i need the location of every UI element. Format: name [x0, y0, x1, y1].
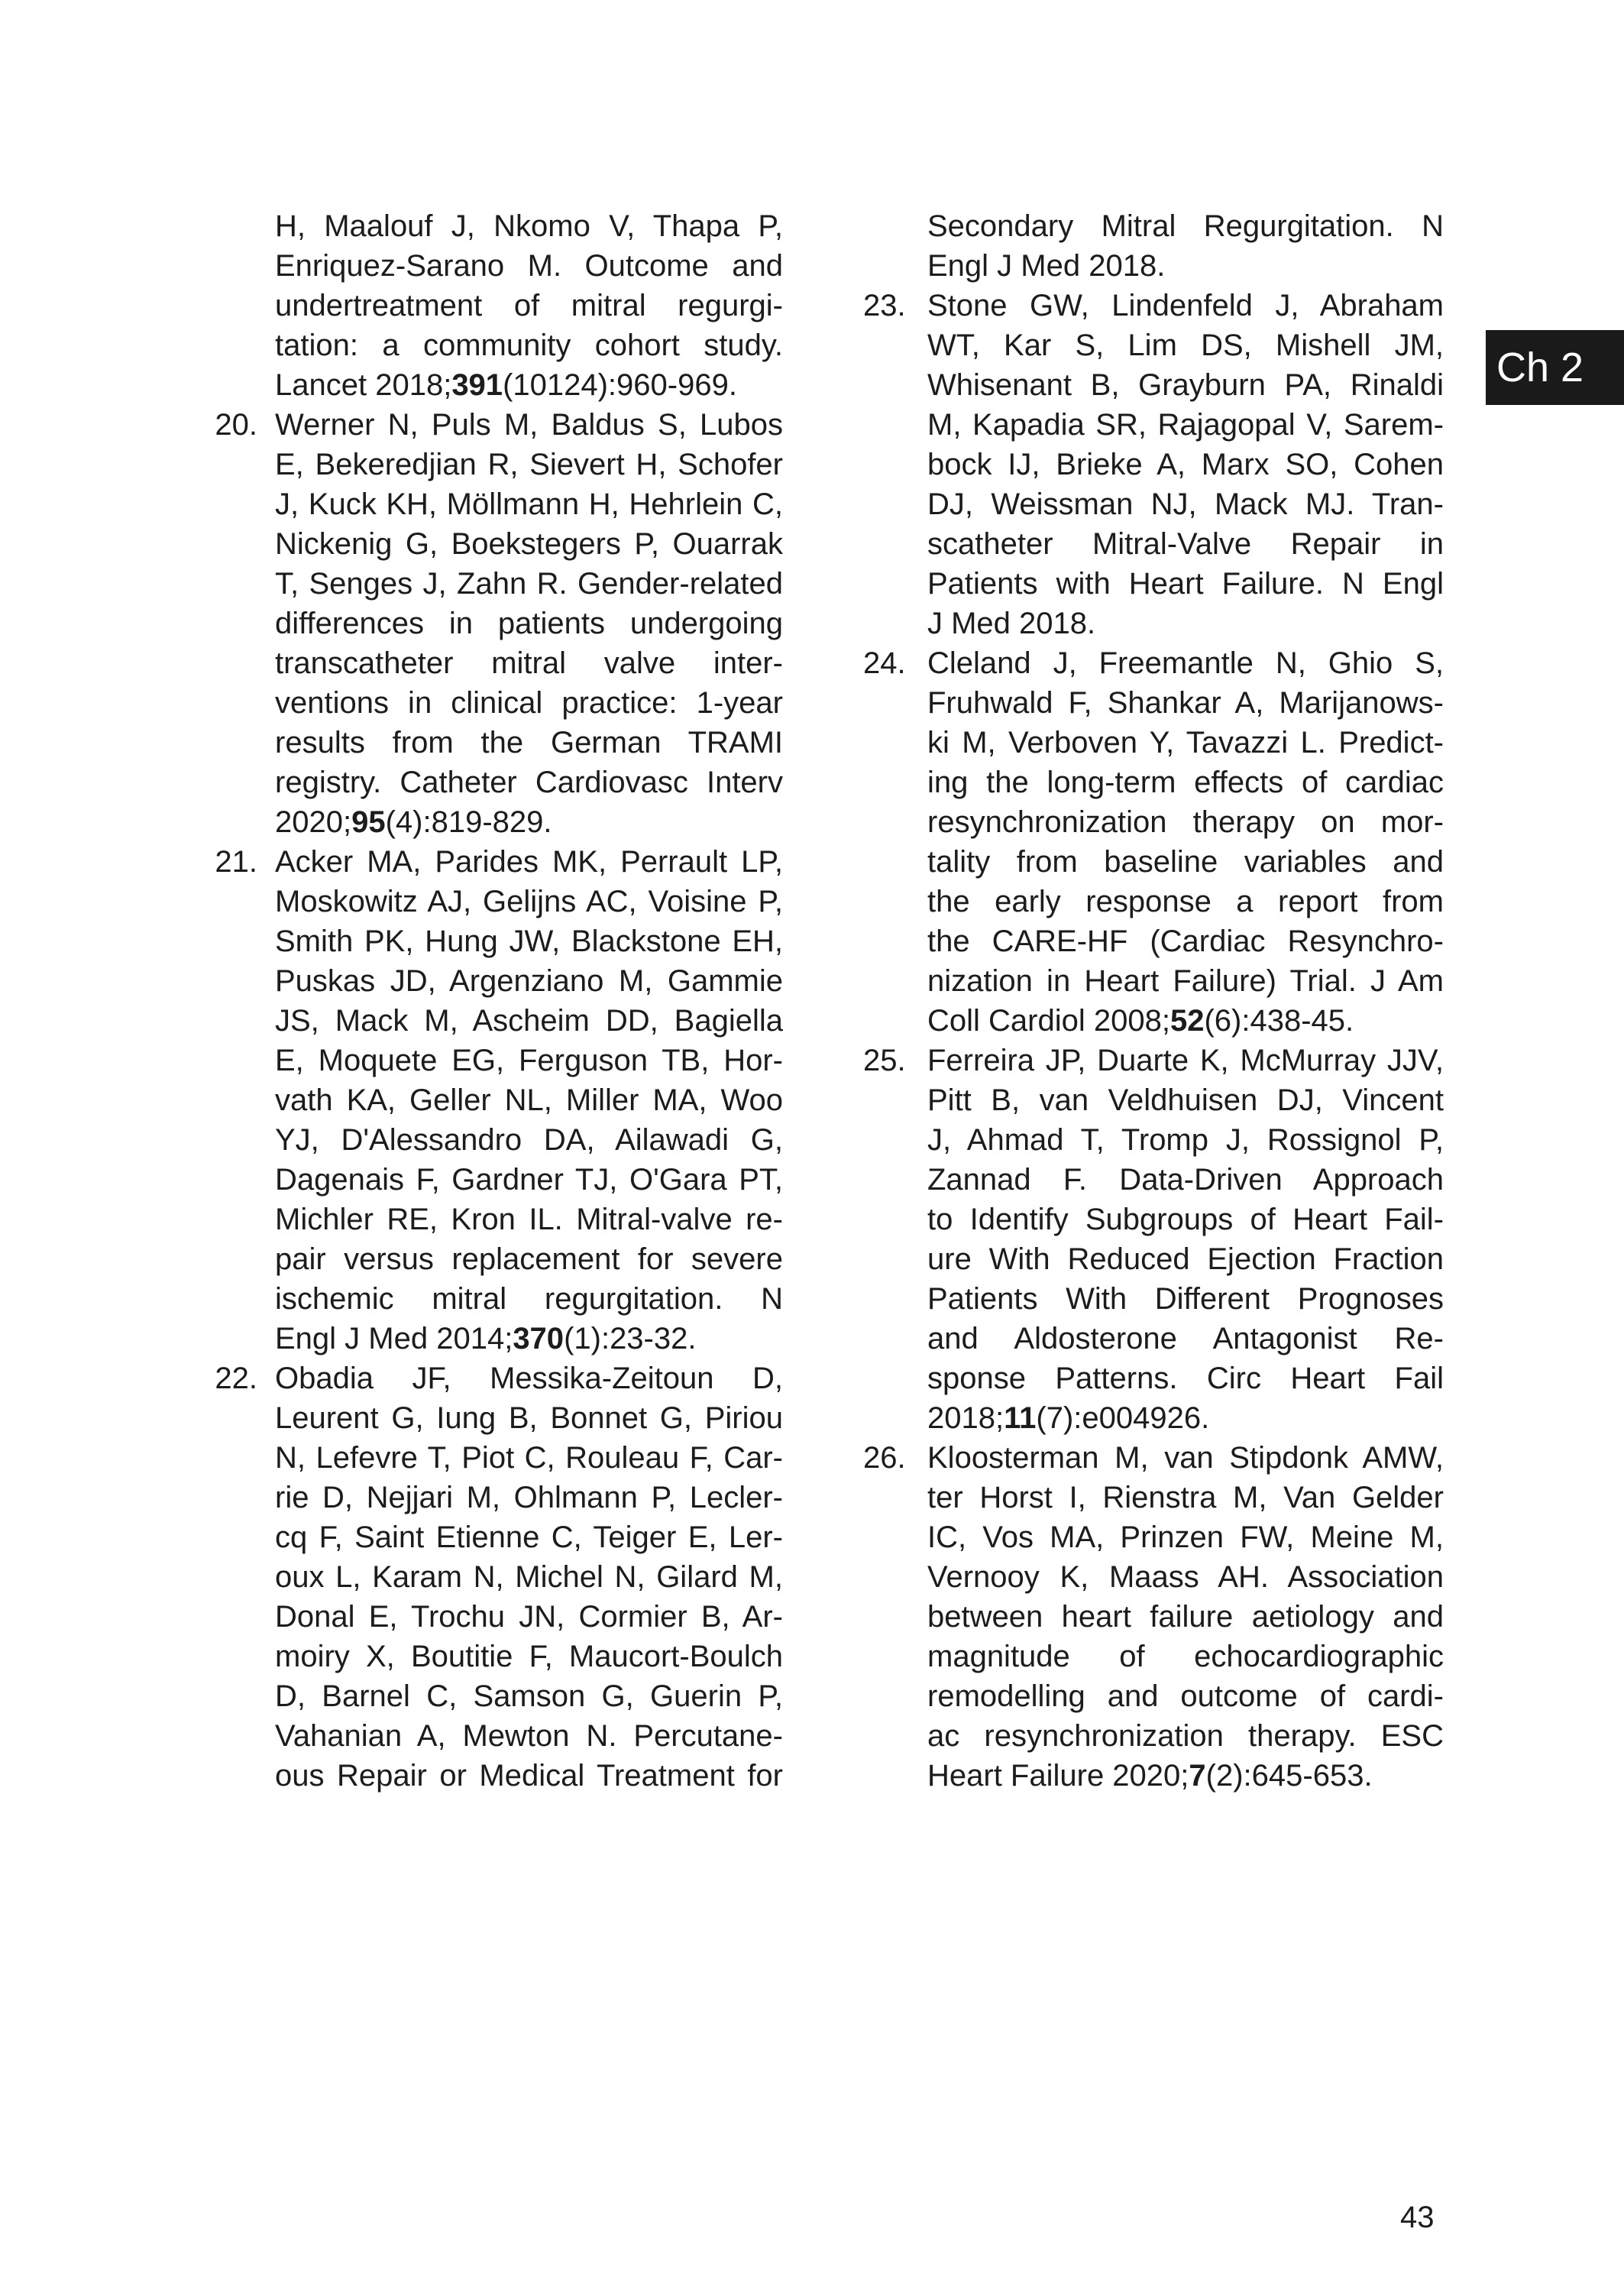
reference-item — [863, 643, 1444, 1041]
reference-line: Enriquez-Sarano M. Outcome and — [275, 249, 783, 283]
reference-line: the CARE-HF (Cardiac Resynchro- — [927, 925, 1444, 958]
references-column-left — [212, 206, 783, 1796]
reference-line: Smith PK, Hung JW, Blackstone EH, — [275, 925, 783, 958]
reference-line: ing the long-term effects of cardiac — [927, 766, 1444, 799]
reference-line: Fruhwald F, Shankar A, Marijanows- — [927, 686, 1444, 720]
reference-line: J, Ahmad T, Tromp J, Rossignol P, — [927, 1123, 1444, 1157]
reference-line: Lancet 2018;391(10124):960-969. — [275, 368, 737, 402]
reference-line: Kloosterman M, van Stipdonk AMW, — [927, 1441, 1444, 1475]
reference-line: tation: a community cohort study. — [275, 329, 783, 362]
reference-item — [863, 1041, 1444, 1438]
reference-line: Whisenant B, Grayburn PA, Rinaldi — [927, 368, 1444, 402]
reference-line: Donal E, Trochu JN, Cormier B, Ar- — [275, 1600, 783, 1634]
reference-line: registry. Catheter Cardiovasc Interv — [275, 766, 783, 799]
reference-line: Engl J Med 2018. — [927, 249, 1166, 283]
reference-line: ure With Reduced Ejection Fraction — [927, 1242, 1444, 1276]
reference-line: undertreatment of mitral regurgi- — [275, 289, 783, 322]
reference-line: DJ, Weissman NJ, Mack MJ. Tran- — [927, 487, 1444, 521]
reference-line: pair versus replacement for severe — [275, 1242, 783, 1276]
reference-line: between heart failure aetiology and — [927, 1600, 1444, 1634]
reference-item — [863, 286, 1444, 643]
reference-line: N, Lefevre T, Piot C, Rouleau F, Car- — [275, 1441, 783, 1475]
reference-line: ous Repair or Medical Treatment for — [275, 1759, 783, 1793]
reference-line: Coll Cardiol 2008;52(6):438-45. — [927, 1004, 1354, 1038]
reference-line: Zannad F. Data-Driven Approach — [927, 1163, 1444, 1197]
reference-line: Michler RE, Kron IL. Mitral-valve re- — [275, 1203, 783, 1236]
reference-number: 26. — [863, 1441, 906, 1475]
chapter-tab-label: Ch 2 — [1496, 345, 1584, 390]
reference-number: 25. — [863, 1044, 906, 1077]
reference-item — [212, 1359, 783, 1796]
reference-line: Nickenig G, Boekstegers P, Ouarrak — [275, 527, 783, 561]
reference-line: Cleland J, Freemantle N, Ghio S, — [927, 646, 1444, 680]
reference-line: rie D, Nejjari M, Ohlmann P, Lecler- — [275, 1481, 783, 1514]
reference-line: ac resynchronization therapy. ESC — [927, 1719, 1444, 1753]
reference-line: moiry X, Boutitie F, Maucort-Boulch — [275, 1640, 783, 1673]
reference-line: Engl J Med 2014;370(1):23-32. — [275, 1322, 697, 1355]
reference-line: D, Barnel C, Samson G, Guerin P, — [275, 1679, 783, 1713]
references-column-right — [863, 206, 1444, 1796]
reference-line: J, Kuck KH, Möllmann H, Hehrlein C, — [275, 487, 783, 521]
reference-line: Werner N, Puls M, Baldus S, Lubos — [275, 408, 783, 442]
reference-line: Leurent G, Iung B, Bonnet G, Piriou — [275, 1401, 783, 1435]
page-number: 43 — [1400, 2201, 1435, 2234]
reference-line: oux L, Karam N, Michel N, Gilard M, — [275, 1560, 783, 1594]
reference-line: Dagenais F, Gardner TJ, O'Gara PT, — [275, 1163, 783, 1197]
reference-line: T, Senges J, Zahn R. Gender-related — [275, 567, 783, 601]
reference-line: transcatheter mitral valve inter- — [275, 646, 783, 680]
reference-line: scatheter Mitral-Valve Repair in — [927, 527, 1444, 561]
reference-item — [212, 842, 783, 1359]
reference-line: tality from baseline variables and — [927, 845, 1444, 879]
reference-number: 22. — [215, 1362, 257, 1395]
reference-line: Puskas JD, Argenziano M, Gammie — [275, 964, 783, 998]
reference-line: nization in Heart Failure) Trial. J Am — [927, 964, 1444, 998]
reference-number: 23. — [863, 289, 906, 322]
reference-line: Obadia JF, Messika-Zeitoun D, — [275, 1362, 783, 1395]
reference-line: ki M, Verboven Y, Tavazzi L. Predict- — [927, 726, 1444, 759]
reference-number: 20. — [215, 408, 257, 442]
reference-line: ventions in clinical practice: 1-year — [275, 686, 783, 720]
reference-line: Moskowitz AJ, Gelijns AC, Voisine P, — [275, 885, 783, 918]
reference-line: resynchronization therapy on mor- — [927, 805, 1444, 839]
reference-line: remodelling and outcome of cardi- — [927, 1679, 1444, 1713]
reference-line: JS, Mack M, Ascheim DD, Bagiella — [275, 1004, 783, 1038]
reference-item — [212, 206, 783, 405]
reference-line: ischemic mitral regurgitation. N — [275, 1282, 783, 1316]
reference-line: 2018;11(7):e004926. — [927, 1401, 1210, 1435]
reference-number: 24. — [863, 646, 906, 680]
reference-line: WT, Kar S, Lim DS, Mishell JM, — [927, 329, 1444, 362]
reference-line: differences in patients undergoing — [275, 607, 783, 640]
reference-line: magnitude of echocardiographic — [927, 1640, 1444, 1673]
reference-line: H, Maalouf J, Nkomo V, Thapa P, — [275, 209, 783, 243]
reference-line: J Med 2018. — [927, 607, 1096, 640]
reference-line: vath KA, Geller NL, Miller MA, Woo — [275, 1083, 783, 1117]
chapter-tab — [1486, 330, 1624, 405]
reference-line: IC, Vos MA, Prinzen FW, Meine M, — [927, 1521, 1444, 1554]
reference-line: Pitt B, van Veldhuisen DJ, Vincent — [927, 1083, 1444, 1117]
reference-line: bock IJ, Brieke A, Marx SO, Cohen — [927, 448, 1444, 481]
reference-line: Patients With Different Prognoses — [927, 1282, 1444, 1316]
reference-number: 21. — [215, 845, 257, 879]
reference-line: YJ, D'Alessandro DA, Ailawadi G, — [275, 1123, 783, 1157]
reference-line: ter Horst I, Rienstra M, Van Gelder — [927, 1481, 1444, 1514]
reference-line: M, Kapadia SR, Rajagopal V, Sarem- — [927, 408, 1444, 442]
reference-item — [212, 405, 783, 842]
reference-line: Ferreira JP, Duarte K, McMurray JJV, — [927, 1044, 1444, 1077]
reference-line: E, Bekeredjian R, Sievert H, Schofer — [275, 448, 783, 481]
reference-line: 2020;95(4):819-829. — [275, 805, 552, 839]
reference-item — [863, 1438, 1444, 1796]
reference-line: Acker MA, Parides MK, Perrault LP, — [275, 845, 783, 879]
reference-line: the early response a report from — [927, 885, 1444, 918]
reference-line: E, Moquete EG, Ferguson TB, Hor- — [275, 1044, 783, 1077]
reference-line: Secondary Mitral Regurgitation. N — [927, 209, 1444, 243]
reference-line: cq F, Saint Etienne C, Teiger E, Ler- — [275, 1521, 783, 1554]
reference-line: Stone GW, Lindenfeld J, Abraham — [927, 289, 1444, 322]
reference-item — [863, 206, 1444, 286]
reference-line: Vernooy K, Maass AH. Association — [927, 1560, 1444, 1594]
reference-line: Vahanian A, Mewton N. Percutane- — [275, 1719, 783, 1753]
reference-line: and Aldosterone Antagonist Re- — [927, 1322, 1444, 1355]
reference-line: Heart Failure 2020;7(2):645-653. — [927, 1759, 1373, 1793]
reference-line: to Identify Subgroups of Heart Fail- — [927, 1203, 1444, 1236]
reference-line: results from the German TRAMI — [275, 726, 783, 759]
reference-line: sponse Patterns. Circ Heart Fail — [927, 1362, 1444, 1395]
reference-line: Patients with Heart Failure. N Engl — [927, 567, 1444, 601]
